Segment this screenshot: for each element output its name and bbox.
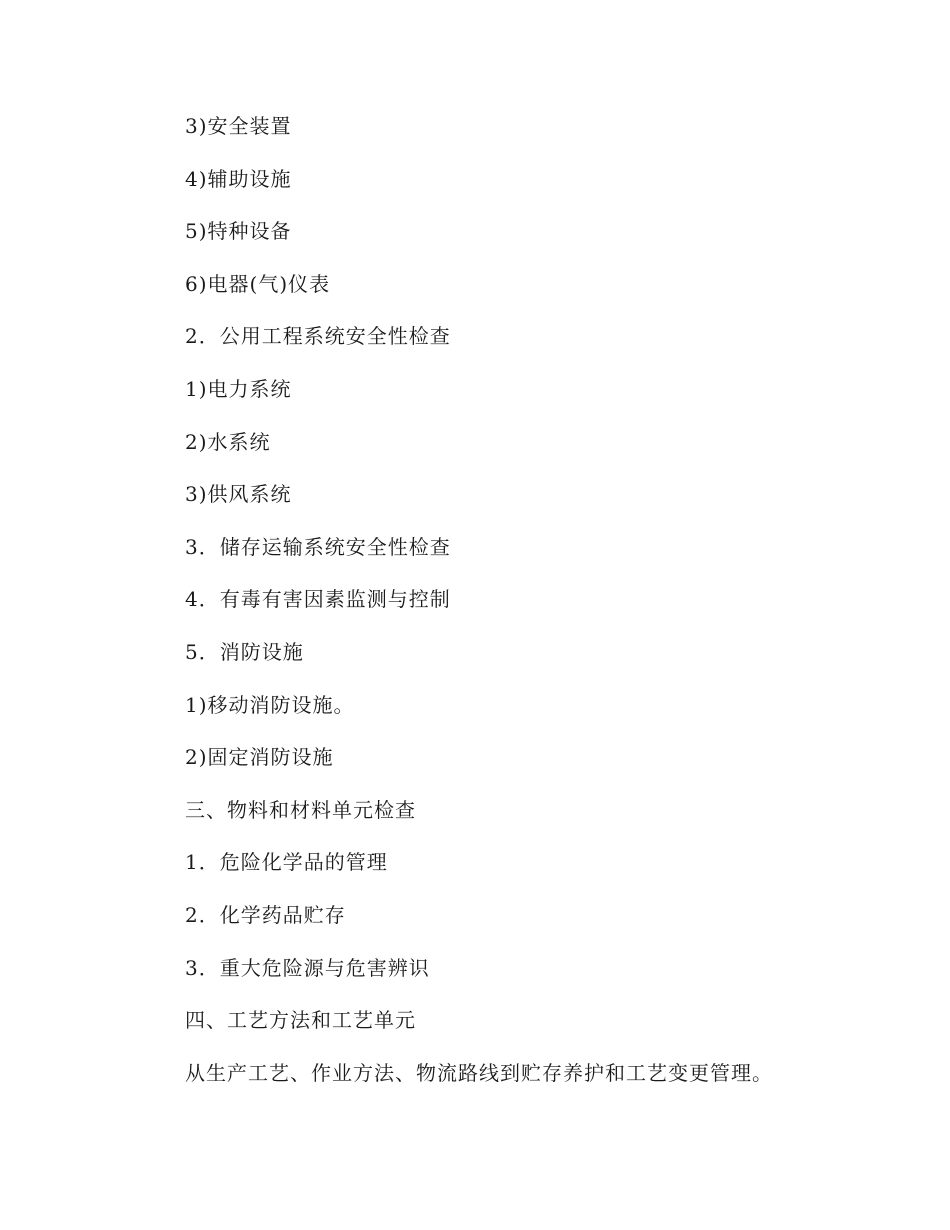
list-item-mobile-fire-facilities: 1)移动消防设施。 [185, 692, 355, 717]
paragraph-process-scope: 从生产工艺、作业方法、物流路线到贮存养护和工艺变更管理。 [185, 1060, 773, 1085]
section-heading-hazardous-chemicals: 1．危险化学品的管理 [185, 850, 388, 875]
section-heading-storage-transport: 3．储存运输系统安全性检查 [185, 534, 451, 559]
list-item-fixed-fire-facilities: 2)固定消防设施 [185, 745, 334, 770]
list-item-power-system: 1)电力系统 [185, 376, 292, 401]
section-heading-fire-facilities: 5．消防设施 [185, 639, 304, 664]
document-body [185, 108, 885, 1107]
chapter-heading-process-methods: 四、工艺方法和工艺单元 [185, 1008, 416, 1033]
section-heading-toxic-hazards: 4．有毒有害因素监测与控制 [185, 587, 451, 612]
list-item-air-supply-system: 3)供风系统 [185, 482, 292, 507]
chapter-heading-materials: 三、物料和材料单元检查 [185, 797, 416, 822]
list-item-safety-devices: 3)安全装置 [185, 114, 292, 138]
list-item-electrical-instruments: 6)电器(气)仪表 [185, 271, 331, 296]
list-item-water-system: 2)水系统 [185, 429, 271, 454]
section-heading-utility-systems: 2．公用工程系统安全性检查 [185, 324, 451, 349]
list-item-special-equipment: 5)特种设备 [185, 219, 292, 244]
section-heading-major-hazards: 3．重大危险源与危害辨识 [185, 955, 430, 980]
list-item-auxiliary-facilities: 4)辅助设施 [185, 166, 292, 191]
section-heading-chemical-storage: 2．化学药品贮存 [185, 902, 346, 927]
